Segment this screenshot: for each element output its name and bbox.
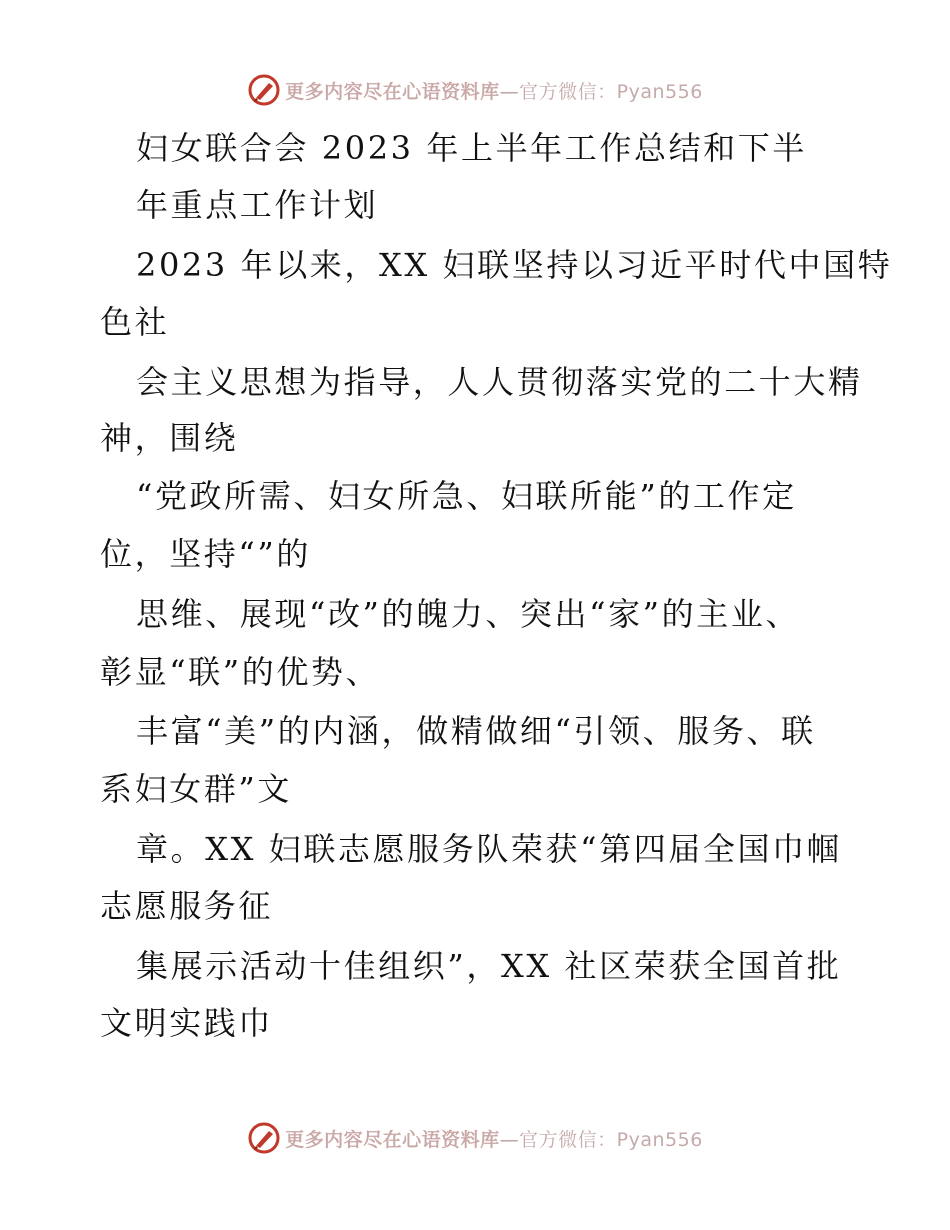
doc-title-line-1: 妇女联合会 2023 年上半年工作总结和下半 [136,129,807,167]
watermark-text [285,1125,703,1152]
doc-line: 丰富“美”的内涵，做精做细“引领、服务、联 [136,712,816,750]
pen-logo-icon [247,1121,281,1155]
doc-line: 彰显“联”的优势、 [100,653,381,691]
watermark-main-text: 更多内容尽在心语资料库 [285,1128,500,1151]
doc-line: 位，坚持“”的 [100,535,311,573]
doc-line: 色社 [100,303,170,341]
doc-line: 会主义思想为指导，人人贯彻落实党的二十大精 [136,363,863,401]
doc-line: 2023 年以来，XX 妇联坚持以习近平时代中国特 [136,246,893,284]
watermark-contact-text: 官方微信：Pyan556 [519,80,703,103]
watermark-text [285,77,703,104]
doc-line: 思维、展现“改”的魄力、突出“家”的主业、 [136,595,801,633]
watermark-contact-text: 官方微信：Pyan556 [519,1128,703,1151]
doc-title-line-2: 年重点工作计划 [136,186,379,224]
doc-line: “党政所需、妇女所急、妇联所能”的工作定 [136,477,797,515]
watermark-separator: — [499,1128,520,1151]
doc-line: 集展示活动十佳组织”，XX 社区荣获全国首批 [136,947,842,985]
watermark-main-text: 更多内容尽在心语资料库 [285,80,500,103]
doc-line: 系妇女群”文 [100,770,292,808]
doc-line: 章。XX 妇联志愿服务队荣获“第四届全国巾帼 [136,830,842,868]
doc-line: 志愿服务征 [100,887,274,925]
doc-line: 文明实践巾 [100,1004,274,1042]
doc-line: 神，围绕 [100,419,239,457]
watermark-banner-top [0,70,950,110]
pen-logo-icon [247,73,281,107]
watermark-banner-bottom [0,1118,950,1158]
watermark-separator: — [499,80,520,103]
